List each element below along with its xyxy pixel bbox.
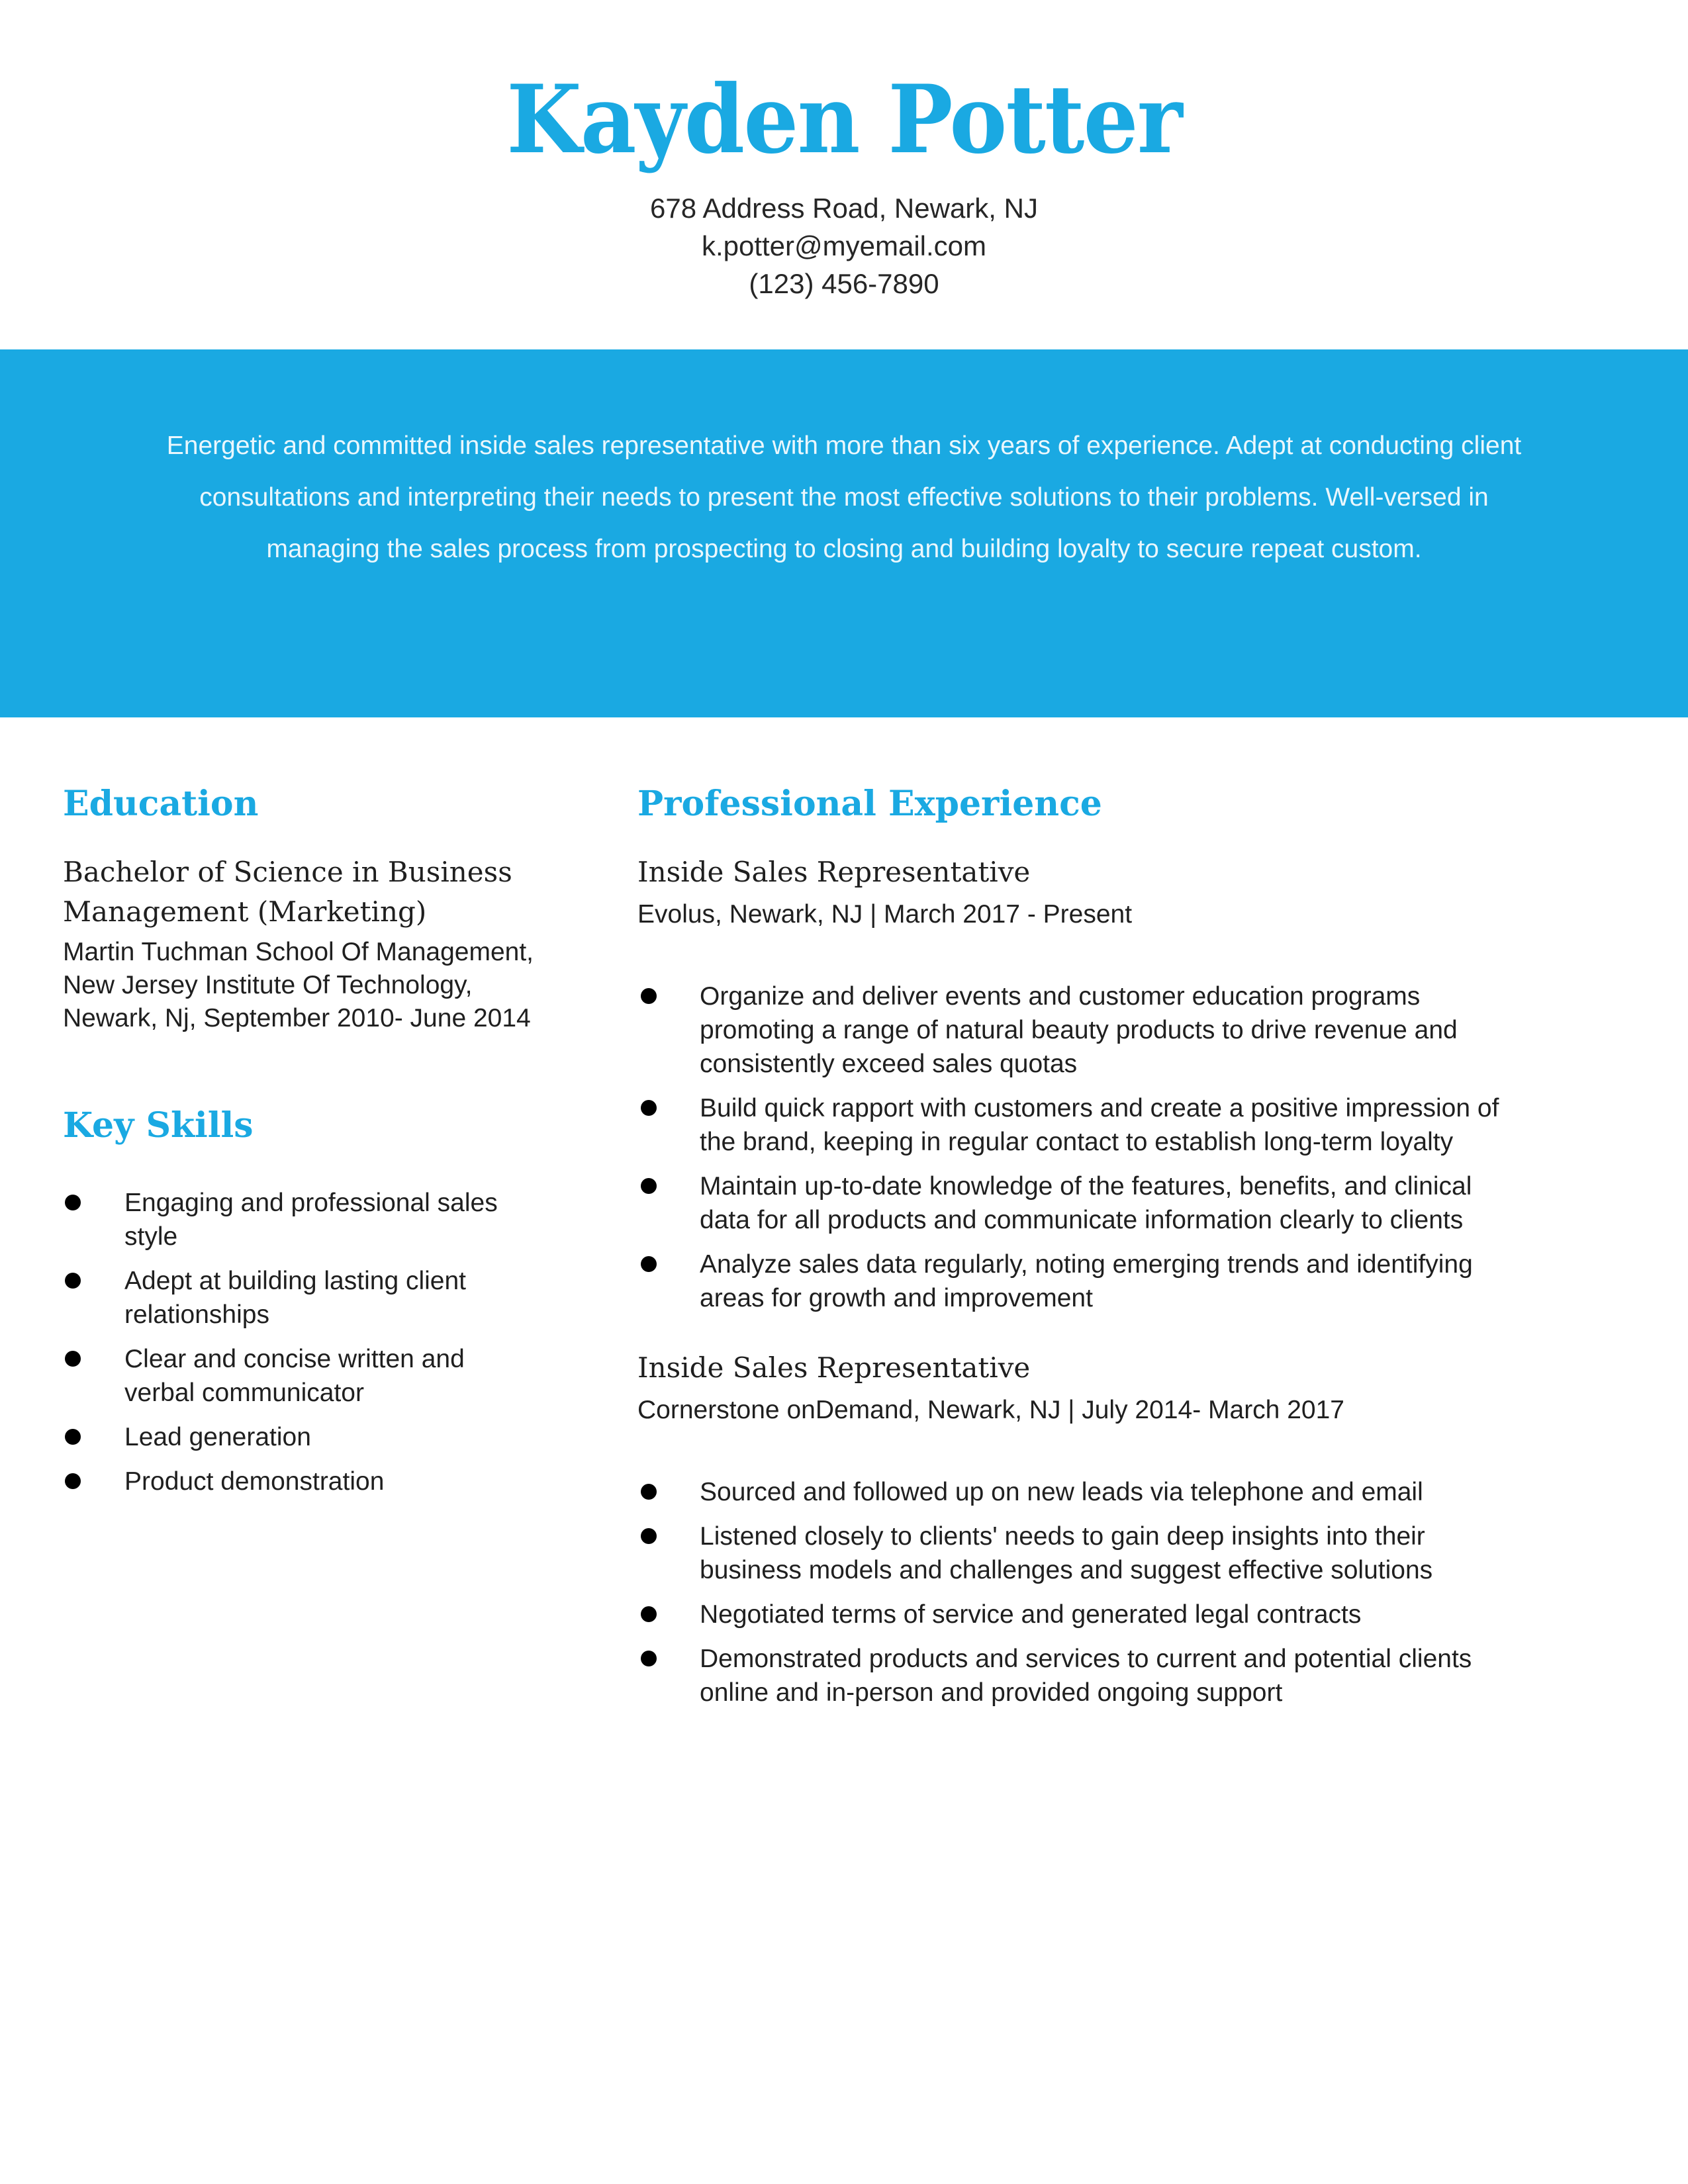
bullet-icon bbox=[641, 1651, 657, 1666]
responsibility-item: Sourced and followed up on new leads via telephone and email bbox=[637, 1475, 1511, 1509]
degree-title: Bachelor of Science in Business Management (Marketing) bbox=[63, 856, 512, 928]
job-title: Inside Sales Representative bbox=[637, 856, 1031, 888]
job-responsibilities bbox=[637, 979, 1511, 1315]
experience-heading: Professional Experience bbox=[637, 784, 1102, 824]
bullet-icon bbox=[641, 1100, 657, 1116]
responsibility-item: Listened closely to clients' needs to gain deep insights into their business models and challenges and suggest effective solutions bbox=[637, 1520, 1511, 1587]
skill-item: Clear and concise written and verbal communicator bbox=[63, 1342, 539, 1410]
left-column bbox=[63, 781, 539, 1509]
contact-info bbox=[0, 189, 1688, 302]
job-entry bbox=[637, 852, 1511, 1315]
responsibility-item: Maintain up-to-date knowledge of the features, benefits, and clinical data for all products and communicate information clearly to clients bbox=[637, 1169, 1511, 1237]
responsibility-item: Build quick rapport with customers and create a positive impression of the brand, keeping in regular contact to establish long-term loyalty bbox=[637, 1091, 1511, 1159]
summary-banner bbox=[0, 349, 1688, 717]
bullet-icon bbox=[641, 1484, 657, 1500]
job-company-dates: Evolus, Newark, NJ | March 2017 - Present bbox=[637, 900, 1133, 929]
skills-list bbox=[63, 1186, 539, 1498]
school-details: Martin Tuchman School Of Management, New Jersey Institute Of Technology, Newark, Nj, September 2010- June 2014 bbox=[63, 938, 534, 1032]
phone: (123) 456-7890 bbox=[749, 268, 939, 299]
bullet-icon bbox=[641, 988, 657, 1004]
skill-item: Product demonstration bbox=[63, 1465, 539, 1498]
summary-text: Energetic and committed inside sales representative with more than six years of experience. Adept at conducting client consultations and interpreting their needs to present the most effective solutions to their problems. Well-versed in managing the sales process from prospecting to closing and building loyalty to secure repeat custom. bbox=[166, 432, 1522, 563]
bullet-icon bbox=[641, 1606, 657, 1622]
job-company-dates: Cornerstone onDemand, Newark, NJ | July 2014- March 2017 bbox=[637, 1396, 1344, 1424]
resume-header bbox=[0, 0, 1688, 349]
bullet-icon bbox=[65, 1429, 81, 1445]
job-title: Inside Sales Representative bbox=[637, 1351, 1031, 1384]
responsibility-item: Analyze sales data regularly, noting emerging trends and identifying areas for growth and improvement bbox=[637, 1248, 1511, 1315]
bullet-icon bbox=[65, 1195, 81, 1210]
bullet-icon bbox=[65, 1273, 81, 1289]
skill-item: Lead generation bbox=[63, 1420, 539, 1454]
education-heading: Education bbox=[63, 784, 259, 824]
skills-section bbox=[63, 1103, 539, 1498]
bullet-icon bbox=[641, 1256, 657, 1272]
candidate-name: Kayden Potter bbox=[506, 65, 1182, 175]
job-entry bbox=[637, 1348, 1511, 1709]
email: k.potter@myemail.com bbox=[701, 230, 987, 261]
address: 678 Address Road, Newark, NJ bbox=[650, 193, 1038, 224]
skill-item: Adept at building lasting client relationships bbox=[63, 1264, 539, 1332]
responsibility-item: Organize and deliver events and customer education programs promoting a range of natural beauty products to drive revenue and consistently exceed sales quotas bbox=[637, 979, 1511, 1081]
right-column bbox=[637, 781, 1511, 1720]
bullet-icon bbox=[65, 1351, 81, 1367]
skills-heading: Key Skills bbox=[63, 1105, 254, 1146]
bullet-icon bbox=[641, 1528, 657, 1544]
bullet-icon bbox=[641, 1178, 657, 1194]
job-responsibilities bbox=[637, 1475, 1511, 1709]
responsibility-item: Negotiated terms of service and generated legal contracts bbox=[637, 1598, 1511, 1631]
education-section bbox=[63, 781, 539, 1035]
skill-item: Engaging and professional sales style bbox=[63, 1186, 539, 1253]
responsibility-item: Demonstrated products and services to current and potential clients online and in-person and provided ongoing support bbox=[637, 1642, 1511, 1709]
bullet-icon bbox=[65, 1473, 81, 1489]
